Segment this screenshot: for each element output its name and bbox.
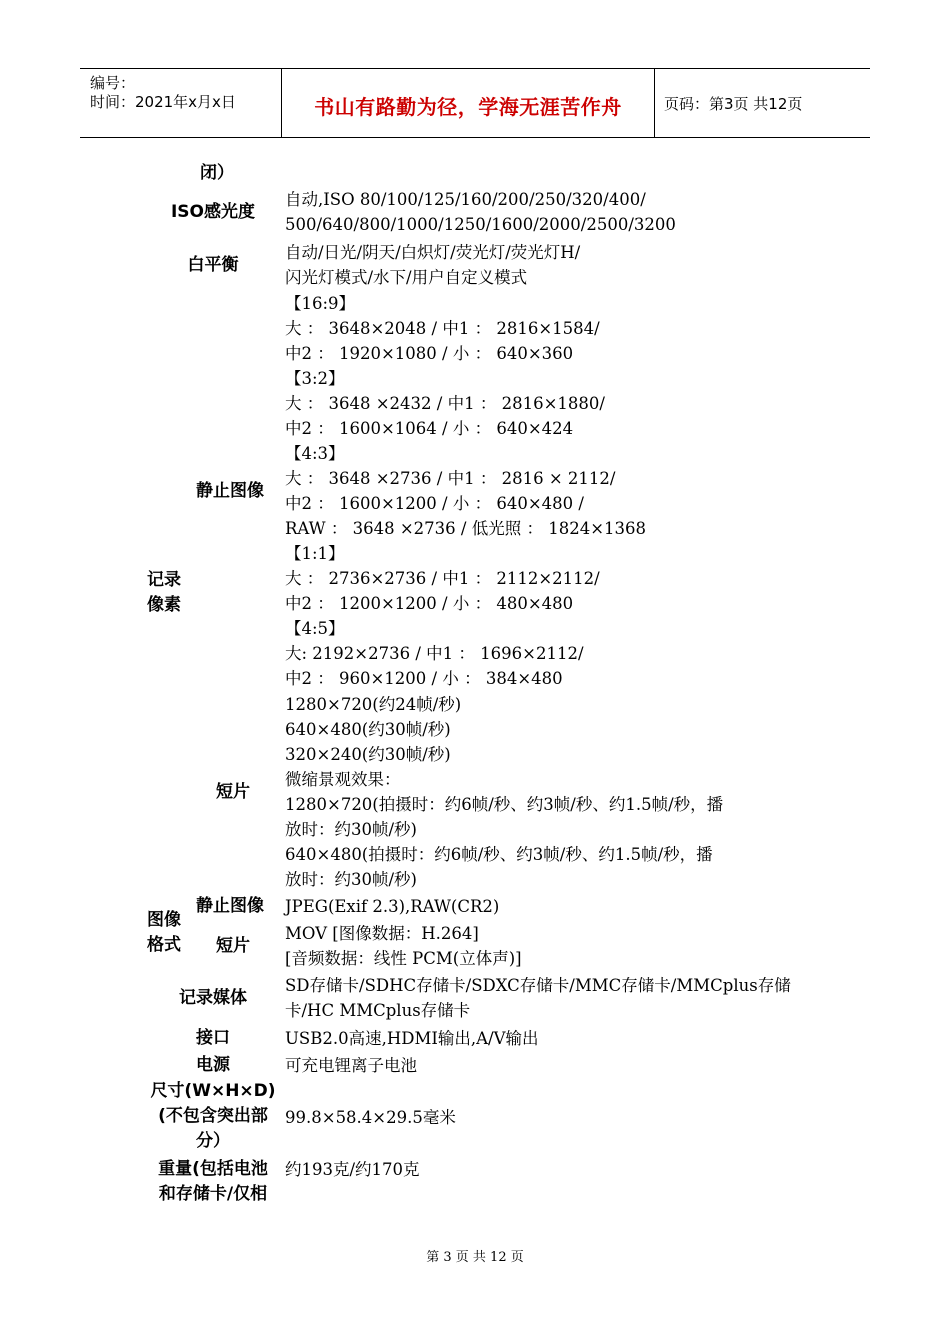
value-line: 约193克/约170克 xyxy=(285,1160,420,1179)
row-label-closed: 闭） xyxy=(200,163,234,183)
value-line: 卡/HC MMCplus存储卡 xyxy=(285,1001,471,1020)
value-line: SD存储卡/SDHC存储卡/SDXC存储卡/MMC存储卡/MMCplus存储 xyxy=(285,976,791,995)
page-header xyxy=(80,68,870,138)
value-line: USB2.0高速,HDMI输出,A/V输出 xyxy=(285,1029,539,1048)
group-label-line: 像素 xyxy=(147,595,181,615)
value-line: 闪光灯模式/水下/用户自定义模式 xyxy=(285,268,528,287)
row-label-still-image-format: 静止图像 xyxy=(196,896,264,916)
label-line: (不包含突出部 xyxy=(158,1106,268,1126)
row-value-power xyxy=(285,1053,417,1078)
row-value-still-image-pixels xyxy=(285,291,646,691)
value-line: 320×240(约30帧/秒) xyxy=(285,745,451,764)
value-line: 放时：约30帧/秒) xyxy=(285,870,417,889)
value-line: 中2 ： 1600×1064 / 小 ： 640×424 xyxy=(285,419,574,438)
value-line: RAW ： 3648 ×2736 / 低光照 ： 1824×1368 xyxy=(285,519,647,538)
value-line: JPEG(Exif 2.3),RAW(CR2) xyxy=(285,897,500,916)
value-line: 大 ： 3648×2048 / 中1 ： 2816×1584/ xyxy=(285,319,600,338)
header-page-cell xyxy=(655,69,870,137)
row-label-iso: ISO感光度 xyxy=(170,202,256,222)
value-line: 【4:3】 xyxy=(285,444,345,463)
label-line: 和存储卡/仅相 xyxy=(158,1184,268,1204)
group-label-line: 记录 xyxy=(147,570,181,590)
value-line: [音频数据：线性 PCM(立体声)] xyxy=(285,949,522,968)
value-line: 【3:2】 xyxy=(285,369,345,388)
row-label-interface: 接口 xyxy=(196,1028,230,1048)
value-line: 大 ： 3648 ×2432 / 中1 ： 2816×1880/ xyxy=(285,394,605,413)
value-line: 1280×720(拍摄时：约6帧/秒、约3帧/秒、约1.5帧/秒，播 xyxy=(285,795,724,814)
value-line: 微缩景观效果： xyxy=(285,770,401,789)
page-footer: 第 3 页 共 12 页 xyxy=(426,1250,524,1265)
value-line: 【4:5】 xyxy=(285,619,345,638)
value-line: 500/640/800/1000/1250/1600/2000/2500/3200 xyxy=(285,215,676,234)
value-line: 中2 ： 1600×1200 / 小 ： 640×480 / xyxy=(285,494,584,513)
row-label-still-image: 静止图像 xyxy=(196,481,264,501)
group-label-image-format xyxy=(147,908,181,958)
row-label-recording-media: 记录媒体 xyxy=(179,988,247,1008)
value-line: 放时：约30帧/秒) xyxy=(285,820,417,839)
row-value-movie-format xyxy=(285,921,522,971)
row-label-movie-format: 短片 xyxy=(216,936,250,956)
label-line: 分） xyxy=(196,1131,230,1151)
row-value-movie-pixels xyxy=(285,692,723,892)
row-value-iso xyxy=(285,187,676,237)
row-label-white-balance: 白平衡 xyxy=(187,255,239,275)
label-line: 重量(包括电池 xyxy=(158,1159,268,1179)
header-motto: 书山有路勤为径，学海无涯苦作舟 xyxy=(314,95,622,119)
value-line: 自动,ISO 80/100/125/160/200/250/320/400/ xyxy=(285,190,646,209)
document-date: 时间：2021年x月x日 xyxy=(90,93,236,111)
value-line: 大: 2192×2736 / 中1 ： 1696×2112/ xyxy=(285,644,584,663)
row-value-dimensions xyxy=(285,1105,456,1130)
row-value-weight xyxy=(285,1157,420,1182)
value-line: 1280×720(约24帧/秒) xyxy=(285,695,462,714)
row-label-weight xyxy=(146,1157,280,1207)
group-label-line: 格式 xyxy=(147,935,181,955)
value-line: 640×480(拍摄时：约6帧/秒、约3帧/秒、约1.5帧/秒，播 xyxy=(285,845,713,864)
value-line: 640×480(约30帧/秒) xyxy=(285,720,451,739)
value-line: 大 ： 3648 ×2736 / 中1 ： 2816 × 2112/ xyxy=(285,469,616,488)
row-value-white-balance xyxy=(285,240,580,290)
group-label-line: 图像 xyxy=(147,910,181,930)
document-number: 编号： xyxy=(90,74,136,92)
row-label-power: 电源 xyxy=(196,1055,230,1075)
value-line: 自动/日光/阴天/白炽灯/荧光灯/荧光灯H/ xyxy=(285,243,581,262)
value-line: 大 ： 2736×2736 / 中1 ： 2112×2112/ xyxy=(285,569,600,588)
header-meta-cell xyxy=(80,69,282,137)
header-page-info: 页码：第3页 共12页 xyxy=(664,95,803,113)
value-line: 99.8×58.4×29.5毫米 xyxy=(285,1108,456,1127)
row-value-still-image-format xyxy=(285,894,499,919)
value-line: 中2 ： 1200×1200 / 小 ： 480×480 xyxy=(285,594,574,613)
value-line: 中2 ： 1920×1080 / 小 ： 640×360 xyxy=(285,344,574,363)
value-line: 可充电锂离子电池 xyxy=(285,1056,417,1075)
row-value-recording-media xyxy=(285,973,791,1023)
value-line: 中2 ： 960×1200 / 小 ： 384×480 xyxy=(285,669,563,688)
label-line: 尺寸(W×H×D) xyxy=(150,1081,276,1101)
row-label-movie: 短片 xyxy=(216,782,250,802)
header-motto-cell xyxy=(282,69,655,137)
value-line: MOV [图像数据：H.264] xyxy=(285,924,479,943)
group-label-record-pixels xyxy=(147,568,181,618)
value-line: 【16:9】 xyxy=(285,294,356,313)
value-line: 【1:1】 xyxy=(285,544,345,563)
row-value-interface xyxy=(285,1026,539,1051)
row-label-dimensions xyxy=(146,1079,280,1154)
